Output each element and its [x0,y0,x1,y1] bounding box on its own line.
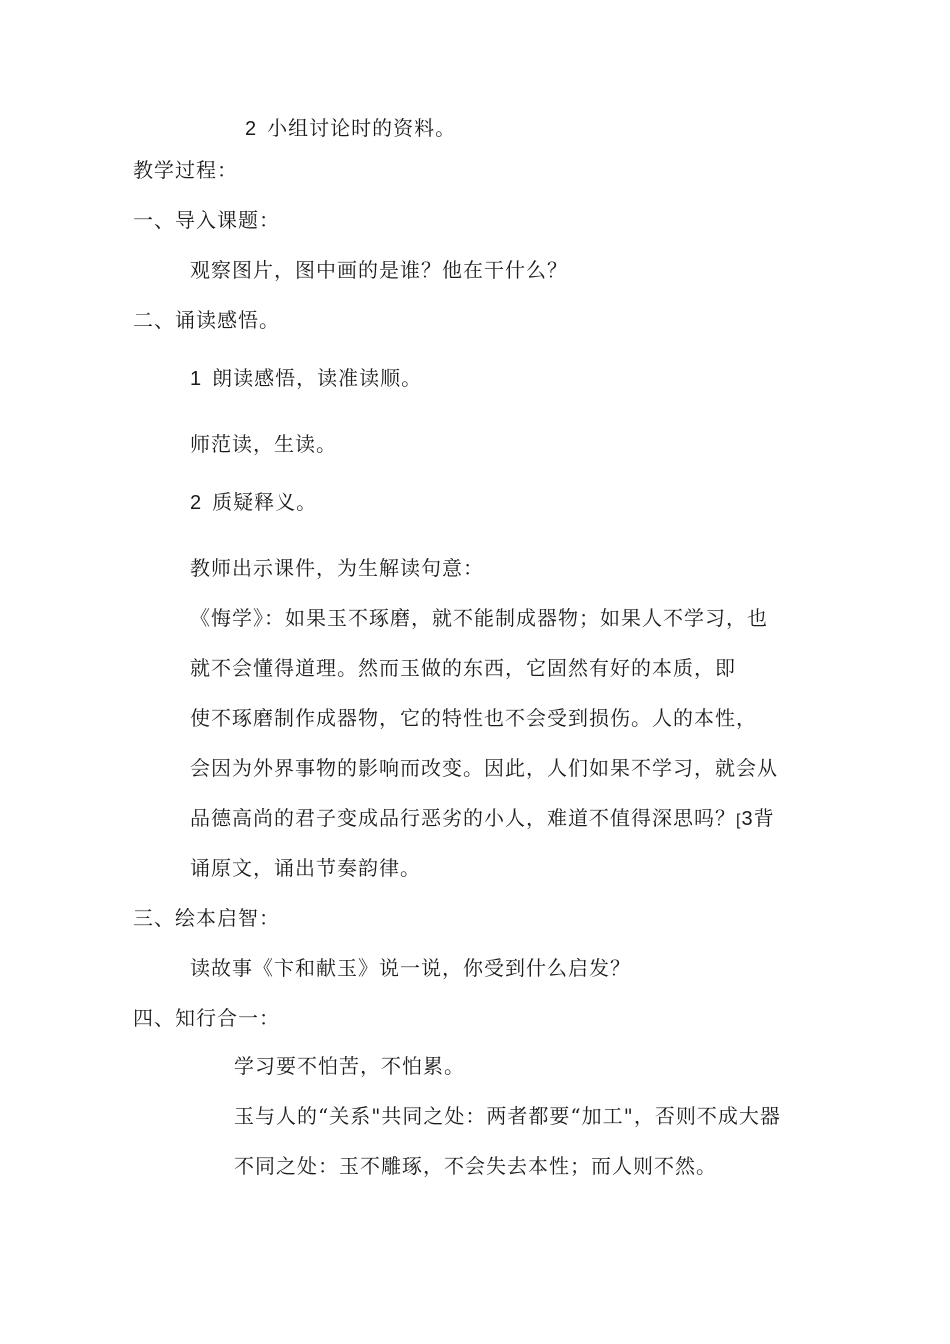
step3-continuation: 诵原文，诵出节奏韵律。 [190,856,421,880]
step2-body: 教师出示课件，为生解读句意： [190,556,484,580]
section3-heading: 三、绘本启智： [133,906,280,930]
section1-body: 观察图片，图中画的是谁？他在干什么？ [190,258,568,282]
translation-line: 《悔学》：如果玉不琢磨，就不能制成器物；如果人不学习，也 [190,606,768,630]
section4-heading: 四、知行合一： [133,1006,280,1030]
section2-heading: 二、诵读感悟。 [133,308,280,332]
step2-text: 质疑释义。 [212,490,318,514]
section4-line: 学习要不怕苦，不怕累。 [234,1054,465,1078]
translation-line-with-step3 [190,806,775,833]
process-heading: 教学过程： [133,158,238,182]
step1 [190,366,422,391]
section4-line: 不同之处：玉不雕琢，不会失去本性；而人则不然。 [234,1154,717,1178]
step3-number: 3 [741,808,754,830]
section1-heading: 一、导入课题： [133,208,280,232]
step3-text: 背 [753,806,775,830]
step1-text: 朗读感悟，读准读顺。 [212,366,423,390]
step2 [190,490,317,515]
section3-body: 读故事《卞和献玉》说一说，你受到什么启发？ [190,956,631,980]
translation-line: 使不琢磨制作成器物，它的特性也不会受到损伤。人的本性， [190,706,757,730]
step2-number: 2 [190,492,203,514]
step1-body: 师范读，生读。 [190,432,337,456]
step3-bracket: [ [736,812,742,829]
material-item [245,116,456,141]
item-text: 小组讨论时的资料。 [267,116,457,140]
section4-line: 玉与人的“关系"共同之处：两者都要“加工"，否则不成大器 [234,1104,781,1128]
item-number: 2 [245,118,258,140]
translation-line: 品德高尚的君子变成品行恶劣的小人，难道不值得深思吗？ [190,806,736,830]
translation-line: 就不会懂得道理。然而玉做的东西，它固然有好的本质，即 [190,656,736,680]
step1-number: 1 [190,368,203,390]
translation-line: 会因为外界事物的影响而改变。因此，人们如果不学习，就会从 [190,756,778,780]
